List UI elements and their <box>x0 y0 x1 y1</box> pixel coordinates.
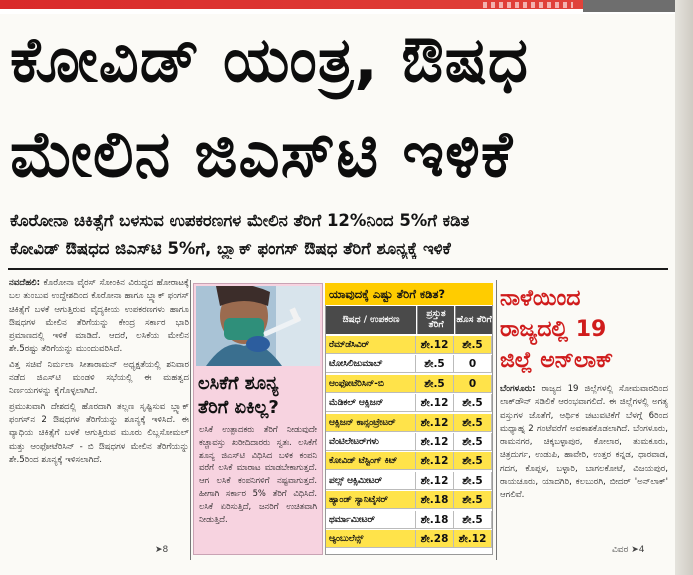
tax-item-cell: ಹ್ಯಾಂಡ್ ಸ್ಯಾನಿಟೈಸರ್ <box>326 491 416 509</box>
right-story-continued: ವಿವರ ➤4 <box>612 545 645 555</box>
new-tax-cell: ಶೇ.5 <box>454 452 492 470</box>
left-story-paragraph-3: ಪ್ರಮುಖವಾಗಿ ದೇಶದಲ್ಲಿ ಹೊರದಾಗಿ ತಲ್ಲಣ ಸೃಷ್ಟಿಸುವ ಬ್ಲ್ಯಾಕ್ ಫಂಗಸ್‌ನ 2 ಔಷಧಗಳ ತೆರಿಗೆಯನ್ನು ಶೂನ್ಯಕ್ಕೆ ಇಳಿಸಿದೆ. ಈ ವ್ಯಾಧಿಯ ಚಿಕಿತ್ಸೆಗೆ ಬಳಕೆ ಆಗುತ್ತಿರುವ ಮೂರು ಲಿಬ್ಲಸೋಮಲ್ ಮತ್ತು ಆಂಫೋಟೆರಿಸಿನ್ - ಬಿ ಔಷಧಗಳ ಮೇಲಿನ ತೆರಿಗೆಯನ್ನು ಶೇ.5ರಿಂದ ಶೂನ್ಯಕ್ಕೆ ಇಳಿಸಲಾಗಿದೆ. <box>9 401 189 465</box>
tax-table-row <box>326 355 492 373</box>
new-tax-cell: ಶೇ.5 <box>454 511 492 529</box>
vaccine-heading-line-1: ಲಸಿಕೆಗೆ ಶೂನ್ಯ <box>198 373 279 394</box>
column-header-old-tax: ಪ್ರಸ್ತುತ ತೆರಿಗೆ <box>417 306 454 334</box>
old-tax-cell: ಶೇ.12 <box>416 433 454 451</box>
right-story-continued-label: ವಿವರ <box>612 545 629 555</box>
subheading-line-1: ಕೊರೋನಾ ಚಿಕಿತ್ಸೆಗೆ ಬಳಸುವ ಉಪಕರಣಗಳ ಮೇಲಿನ ತೆರಿಗೆ 12%ನಿಂದ 5%ಗೆ ಕಡಿತ <box>10 211 470 230</box>
section-rule <box>8 268 668 270</box>
vaccine-box-text: ಲಸಿಕೆ ಉತ್ಪಾದಕರು ತೆರಿಗೆ ನೀಡುವುದೇ ಕಚ್ಚಾವಸ್ತು ಖರೀದಿದಾರರು ಸ್ವತಃ. ಲಸಿಕೆಗೆ ಶೂನ್ಯ ಜಿಎಸ್‌ಟಿ ವಿಧಿಸಿದ ಬಳಿಕ ಕಂಪನಿ ವರೆಗೆ ಲಸಿಕೆ ಮಾರಾಟ ಮಾಡಬೇಕಾಗುತ್ತದೆ. ಆಗ ಲಸಿಕೆ ಕಂಪನಿಗಳಿಗೆ ನಷ್ಟವಾಗುತ್ತದೆ. ಹೀಗಾಗಿ ಸರ್ಕಾರ 5% ತೆರಿಗೆ ವಿಧಿಸಿದೆ. ಲಸಿಕೆ ಏರಿಸುತ್ತಿದೆ, ಜನರಿಗೆ ಉಚಿತವಾಗಿ ನೀಡುತ್ತಿದೆ. <box>199 424 317 524</box>
unlock-heading-line-3: ಜಿಲ್ಲೆ ಅನ್‌ಲಾಕ್ <box>500 348 614 373</box>
tax-item-cell: ಆಂಫೋಟೆರಿಸಿನ್-ಬಿ <box>326 375 416 393</box>
tax-table-row <box>326 511 492 529</box>
column-header-new-tax: ಹೊಸ ತೆರಿಗೆ <box>455 306 492 334</box>
right-story <box>500 383 668 548</box>
tax-table-row <box>326 472 492 490</box>
unlock-heading-line-2: ರಾಜ್ಯದಲ್ಲಿ 19 <box>500 317 607 342</box>
tax-item-cell: ಟೋಸಿಲಿಜುಮಾಬ್ <box>326 355 416 373</box>
tax-table-row <box>326 433 492 451</box>
left-story-text-1: ಕೊರೋನಾ ವೈರಸ್ ಸೋಂಕಿನ ವಿರುದ್ಧದ ಹೋರಾಟಕ್ಕೆ ಬಲ ತುಂಬುವ ಉದ್ದೇಶದಿಂದ ಕೊರೋನಾ ಹಾಗೂ ಬ್ಲ್ಯಾಕ್ ಫಂಗಸ್ ಚಿಕಿತ್ಸೆಗೆ ಬಳಕೆ ಆಗುತ್ತಿರುವ ವೈದ್ಯಕೀಯ ಉಪಕರಣಗಳು ಹಾಗೂ ಔಷಧಗಳ ಮೇಲಿನ ತೆರಿಗೆಯನ್ನು ಕೇಂದ್ರ ಸರ್ಕಾರ ಭಾರಿ ಪ್ರಮಾಣದಲ್ಲಿ ಇಳಿಕೆ ಮಾಡಿದೆ. ಆದರೆ, ಲಸಿಕೆಯ ಮೇಲಿನ ಶೇ.5ರಷ್ಟು ತೆರಿಗೆಯನ್ನು ಮುಂದುವರಿಸಿದೆ. <box>9 278 189 355</box>
tax-item-cell: ಕೋವಿಡ್ ಟೆಸ್ಟಿಂಗ್ ಕಿಟ್ <box>326 452 416 470</box>
old-tax-cell: ಶೇ.12 <box>416 336 454 354</box>
right-story-text: ರಾಜ್ಯದ 19 ಜಿಲ್ಲೆಗಳಲ್ಲಿ ಸೋಮವಾರದಿಂದ ಲಾಕ್‌ಡೌನ್ ಸಡಿಲಿಕೆ ಆರಂಭವಾಗಲಿದೆ. ಈ ಜಿಲ್ಲೆಗಳಲ್ಲಿ ಅಗತ್ಯ ವಸ್ತುಗಳ ಜೊತೆಗೆ, ಆರ್ಥಿಕ ಚಟುವಟಿಕೆಗೆ ಬೆಳಗ್ಗೆ 6ರಿಂದ ಮಧ್ಯಾಹ್ನ 2 ಗಂಟೆವರೆಗೆ ಅವಕಾಶಕೊಡಲಾಗಿದೆ. ಬೆಂಗಳೂರು, ರಾಮನಗರ, ಚಿಕ್ಕಬಳ್ಳಾಪುರ, ಕೋಲಾರ, ತುಮಕೂರು, ಚಿತ್ರದುರ್ಗ, ಉಡುಪಿ, ಹಾವೇರಿ, ಉತ್ತರ ಕನ್ನಡ, ಧಾರವಾಡ, ಗದಗ, ಕೊಪ್ಪಳ, ಬಳ್ಳಾರಿ, ಬಾಗಲಕೋಟೆ, ವಿಜಯಪುರ, ರಾಯಚೂರು, ಯಾದಗಿರಿ, ಕಲಬುರಗಿ, ಬೀದರ್ 'ಅನ್‌ಲಾಕ್' ಆಗಲಿವೆ. <box>500 384 668 501</box>
old-tax-cell: ಶೇ.5 <box>416 375 454 393</box>
old-tax-cell: ಶೇ.12 <box>416 394 454 412</box>
vaccine-photo <box>196 286 320 366</box>
left-story-page-number: 8 <box>162 545 169 555</box>
old-tax-cell: ಶೇ.12 <box>416 472 454 490</box>
column-header-item: ಔಷಧ / ಉಪಕರಣ <box>326 306 416 334</box>
old-tax-cell: ಶೇ.12 <box>416 452 454 470</box>
subheading-line-2: ಕೋವಿಡ್ ಔಷಧದ ಜಿಎಸ್‌ಟಿ 5%ಗೆ, ಬ್ಲ್ಯಾಕ್ ಫಂಗಸ್ ಔಷಧ ತೆರಿಗೆ ಶೂನ್ಯಕ್ಕೆ ಇಳಿಕೆ <box>10 239 451 258</box>
tax-item-cell: ಥರ್ಮಾಮೀಟರ್ <box>326 511 416 529</box>
tax-item-cell: ರೆಮ್‌ಡೆಸಿವಿರ್ <box>326 336 416 354</box>
masthead-strip <box>0 0 693 14</box>
left-story-byline: ನವದೆಹಲಿ: <box>9 278 41 288</box>
vaccine-box-heading <box>198 372 318 420</box>
vaccine-heading-line-2: ತೆರಿಗೆ ಏಕಿಲ್ಲ? <box>198 397 279 418</box>
new-tax-cell: ಶೇ.5 <box>454 491 492 509</box>
tax-table-row <box>326 530 492 548</box>
new-tax-cell: ಶೇ.5 <box>454 433 492 451</box>
left-story-paragraph-2: ವಿತ್ತ ಸಚಿವೆ ನಿರ್ಮಲಾ ಸೀತಾರಾಮನ್ ಅಧ್ಯಕ್ಷತೆಯಲ್ಲಿ ಶನಿವಾರ ನಡೆದ ಜಿಎಸ್‌ಟಿ ಮಂಡಳಿ ಸಭೆಯಲ್ಲಿ ಈ ಮಹತ್ವದ ನಿರ್ಣಯಗಳನ್ನು ಕೈಗೊಳ್ಳಲಾಗಿದೆ. <box>9 359 189 397</box>
new-tax-cell: ಶೇ.5 <box>454 472 492 490</box>
left-story-paragraph-1 <box>9 277 189 357</box>
column-divider <box>190 280 191 560</box>
tax-table-row <box>326 394 492 412</box>
old-tax-cell: ಶೇ.12 <box>416 414 454 432</box>
tax-item-cell: ಪಲ್ಸ್ ಆಕ್ಸಿಮೀಟರ್ <box>326 472 416 490</box>
right-story-byline: ಬೆಂಗಳೂರು: <box>500 384 536 394</box>
headline-line-2: ಮೇಲಿನ ಜಿಎಸ್‌ಟಿ ಇಳಿಕೆ <box>10 118 514 192</box>
page-edge <box>675 0 693 575</box>
left-story-continued: ➤8 <box>155 545 169 555</box>
right-story-page-number: 4 <box>638 545 645 555</box>
tax-item-cell: ವೆಂಟಿಲೇಟರ್‌ಗಳು <box>326 433 416 451</box>
unlock-heading-line-1: ನಾಳೆಯಿಂದ <box>500 286 581 311</box>
new-tax-cell: 0 <box>454 375 492 393</box>
headline-line-1: ಕೋವಿಡ್ ಯಂತ್ರ, ಔಷಧ <box>10 23 529 96</box>
old-tax-cell: ಶೇ.28 <box>416 530 454 548</box>
tax-item-cell: ಮೆಡಿಕಲ್ ಆಕ್ಸಿಜನ್ <box>326 394 416 412</box>
tax-table-row <box>326 452 492 470</box>
unlock-heading <box>500 283 670 376</box>
tax-table-title: ಯಾವುದಕ್ಕೆ ಎಷ್ಟು ತೆರಿಗೆ ಕಡಿತ? <box>325 283 493 305</box>
new-tax-cell: ಶೇ.5 <box>454 394 492 412</box>
column-divider-right <box>496 280 497 560</box>
tax-table-row <box>326 491 492 509</box>
new-tax-cell: ಶೇ.5 <box>454 414 492 432</box>
old-tax-cell: ಶೇ.5 <box>416 355 454 373</box>
left-story <box>9 277 189 562</box>
old-tax-cell: ಶೇ.18 <box>416 491 454 509</box>
health-worker-image <box>196 286 320 366</box>
old-tax-cell: ಶೇ.18 <box>416 511 454 529</box>
masthead-dots <box>483 2 573 8</box>
tax-item-cell: ಆಕ್ಸಿಜನ್ ಕಾನ್ಸಂಟ್ರೇಟರ್ <box>326 414 416 432</box>
tax-item-cell: ಆ್ಯಂಬುಲೆನ್ಸ್ <box>326 530 416 548</box>
new-tax-cell: ಶೇ.12 <box>454 530 492 548</box>
tax-table-row <box>326 414 492 432</box>
new-tax-cell: 0 <box>454 355 492 373</box>
tax-table-row <box>326 336 492 354</box>
new-tax-cell: ಶೇ.5 <box>454 336 492 354</box>
tax-table-row <box>326 375 492 393</box>
